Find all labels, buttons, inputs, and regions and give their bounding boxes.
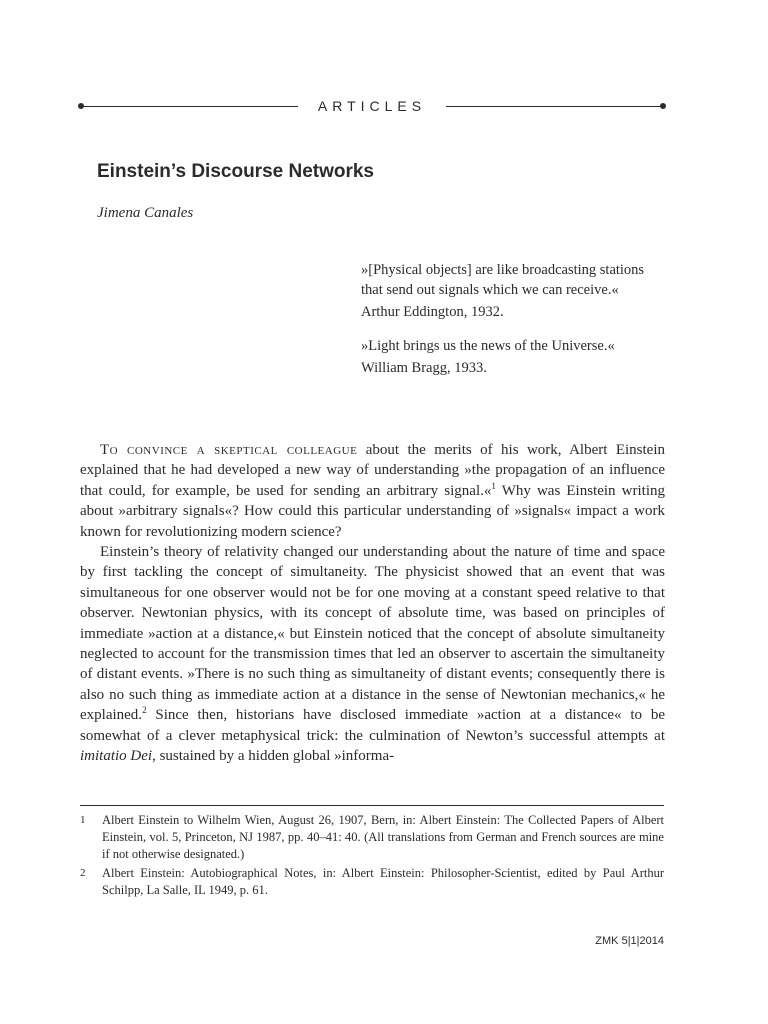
header-rule-right [446, 106, 664, 107]
footnote-number: 1 [80, 814, 86, 826]
page-footer [540, 935, 664, 947]
footnote [80, 865, 664, 899]
header-dot-left [78, 103, 84, 109]
section-label: ARTICLES [317, 98, 427, 114]
footnote-text: Albert Einstein to Wilhelm Wien, August 26, 1907, Bern, in: Albert Einstein: The Collected Papers of Albert Einstein, vol. 5, Princeton, NJ 1987, pp. 40–41: 40. (All translations from German and French sources are mine if not otherwise designated.) [102, 813, 664, 861]
paragraph [80, 440, 665, 542]
article-author: Jimena Canales [97, 205, 194, 221]
header-dot-right [660, 103, 666, 109]
epigraphs [361, 260, 661, 392]
paragraph-text: , sustained by a hidden global »informa- [152, 748, 395, 765]
section-header [80, 96, 664, 116]
footnote-rule [80, 805, 664, 806]
epigraph [361, 336, 661, 378]
epigraph-source: William Bragg, 1933. [361, 360, 487, 376]
paragraph-text: about the merits of his work, Albert Einstein explained that he had developed a new way of understanding »the propagation of an influence that could, for example, be used for sending an arbitrary signal.« [80, 442, 665, 499]
paragraph-text: Since then, historians have disclosed immediate »action at a distance« to be somewhat of a clever metaphysical trick: the culmination of Newton’s successful attempts at [80, 707, 665, 744]
article-title: Einstein’s Discourse Networks [97, 161, 375, 182]
paragraph-text: Why was Einstein writing about »arbitrary signals«? How could this particular understanding of »signals« impact a work known for revolutionizing modern science? [80, 482, 665, 540]
footnote-ref[interactable]: 1 [491, 480, 496, 491]
opening-smallcaps: To convince a skeptical colleague [100, 442, 358, 458]
footnote-text: Albert Einstein: Autobiographical Notes, in: Albert Einstein: Philosopher-Scientist, edited by Paul Arthur Schilpp, La Salle, IL 1949, p. 61. [102, 866, 664, 897]
body-text [80, 440, 665, 767]
italic-term: imitatio Dei [80, 748, 153, 765]
epigraph-quote: »Light brings us the news of the Universe.« [361, 338, 615, 354]
footnote-number: 2 [80, 867, 86, 879]
paragraph [80, 542, 665, 766]
epigraph-source: Arthur Eddington, 1932. [361, 304, 504, 320]
journal-name: ZMK [595, 935, 619, 947]
epigraph-quote: »[Physical objects] are like broadcasting stations that send out signals which we can receive.« [361, 262, 645, 298]
header-rule-left [80, 106, 298, 107]
paragraph-text: Einstein’s theory of relativity changed our understanding about the nature of time and space by first tackling the concept of simultaneity. The physicist showed that an event that was simultaneous for one observer would not be for one moving at a constant speed relative to that observer. Newtonian physics, with its concept of absolute time, was based on principles of immediate »action at a distance,« but Einstein noticed that the concept of absolute simultaneity neglected to account for the transmission times that led an observer to ascertain the simultaneity of distant events. »There is no such thing as simultaneity of distant events; consequently there is also no such thing as immediate action at a distance in the sense of Newtonian mechanics,« he explained. [80, 544, 665, 724]
footnote [80, 812, 664, 863]
footnote-ref[interactable]: 2 [142, 705, 147, 716]
footnotes [80, 812, 664, 901]
epigraph [361, 260, 661, 322]
journal-issue: 5|1|2014 [621, 935, 664, 947]
